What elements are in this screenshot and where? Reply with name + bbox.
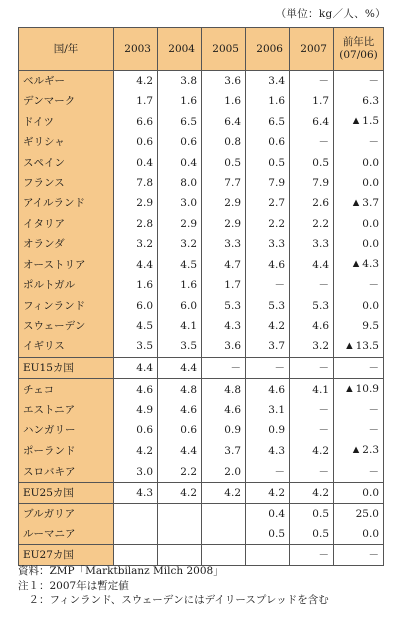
value-cell: 1.6 [158,91,202,111]
value-cell: 4.7 [202,254,246,275]
value-cell: － [290,275,334,295]
country-cell: イタリア [19,214,114,234]
change-cell [334,254,384,275]
value-cell: 4.8 [202,379,246,401]
change-cell [334,234,384,254]
change-cell [334,400,384,420]
country-cell: アイルランド [19,193,114,214]
change-cell [334,461,384,482]
value-cell: 4.6 [158,400,202,420]
table-row [19,173,384,193]
change-value: － [368,136,379,149]
country-cell: EU25カ国 [19,482,114,503]
change-cell [334,193,384,214]
value-cell: 2.0 [202,461,246,482]
table-row [19,234,384,254]
change-value: － [368,75,379,88]
change-cell [334,336,384,358]
value-cell: 4.4 [158,440,202,461]
consumption-table [18,27,384,566]
table-row [19,545,384,566]
country-cell: ルーマニア [19,524,114,545]
value-cell: 0.5 [246,153,290,173]
value-cell: 4.4 [158,357,202,378]
country-cell: フィンランド [19,296,114,316]
value-cell: 0.4 [158,153,202,173]
country-cell: チェコ [19,379,114,401]
value-cell: 0.8 [202,132,246,152]
value-cell [158,545,202,566]
value-cell: 4.1 [290,379,334,401]
value-cell: 2.7 [246,193,290,214]
change-cell [334,524,384,545]
change-value: 2.3 [362,444,379,457]
value-cell: 1.7 [290,91,334,111]
value-cell: － [202,357,246,378]
value-cell: 1.6 [202,91,246,111]
value-cell: 4.6 [290,316,334,336]
change-cell [334,420,384,440]
change-value: － [368,279,379,292]
value-cell: 7.8 [114,173,158,193]
value-cell: 0.9 [246,420,290,440]
value-cell: 2.8 [114,214,158,234]
change-value: 0.0 [362,218,379,231]
header-change [334,28,384,71]
country-cell: ドイツ [19,111,114,132]
value-cell: 2.9 [158,214,202,234]
triangle-icon: ▲ [346,384,353,395]
table-row [19,379,384,401]
change-value: － [368,424,379,437]
value-cell: 8.0 [158,173,202,193]
value-cell [114,545,158,566]
table-row [19,524,384,545]
unit-note: （単位：kg／人、%） [275,8,386,20]
country-cell: オランダ [19,234,114,254]
value-cell: 3.0 [158,193,202,214]
value-cell: 3.2 [290,336,334,358]
value-cell: 0.5 [202,153,246,173]
triangle-icon: ▲ [352,259,360,270]
change-cell [334,173,384,193]
table-row [19,214,384,234]
value-cell: 6.5 [158,111,202,132]
value-cell: 3.5 [158,336,202,358]
value-cell: － [290,461,334,482]
value-cell: 2.9 [202,193,246,214]
note-2: ２：フィンランド、スウェーデンにはデイリースプレッドを含む [18,594,329,606]
table-row [19,71,384,92]
table-row [19,503,384,524]
value-cell: － [290,71,334,92]
change-value: 0.0 [362,176,379,189]
value-cell: 4.3 [246,440,290,461]
table-row [19,316,384,336]
value-cell: 4.5 [114,316,158,336]
change-value: 0.0 [362,238,379,251]
country-cell: イギリス [19,336,114,358]
value-cell: 4.6 [246,379,290,401]
change-cell [334,111,384,132]
value-cell: － [290,420,334,440]
table-row [19,275,384,295]
value-cell: － [246,275,290,295]
value-cell: 3.6 [202,336,246,358]
value-cell: 3.6 [202,71,246,92]
change-value: 13.5 [355,339,379,352]
value-cell: － [290,132,334,152]
value-cell: 4.2 [114,71,158,92]
value-cell: 4.2 [202,482,246,503]
value-cell [114,503,158,524]
value-cell: 7.9 [246,173,290,193]
change-value: 10.9 [355,383,379,396]
value-cell: 0.5 [246,524,290,545]
table-row [19,296,384,316]
value-cell: 4.4 [290,254,334,275]
value-cell: 4.3 [202,316,246,336]
change-cell [334,379,384,401]
value-cell: 4.4 [114,357,158,378]
value-cell: 6.0 [158,296,202,316]
value-cell: 4.2 [246,316,290,336]
table-row [19,461,384,482]
country-cell: ポルトガル [19,275,114,295]
triangle-icon: ▲ [346,340,353,351]
value-cell [202,503,246,524]
value-cell: 1.7 [114,91,158,111]
value-cell: 0.6 [114,420,158,440]
value-cell: 3.2 [158,234,202,254]
value-cell: 4.8 [158,379,202,401]
value-cell: 3.0 [114,461,158,482]
country-cell: エストニア [19,400,114,420]
note-source: 資料：ZMP「Marktbilanz Milch 2008」 [18,565,224,577]
change-value: 6.3 [362,95,379,108]
change-cell [334,545,384,566]
table-row [19,153,384,173]
header-year: 2003 [114,28,158,71]
value-cell: 1.6 [246,91,290,111]
value-cell: 0.5 [290,503,334,524]
change-cell [334,482,384,503]
change-cell [334,132,384,152]
value-cell: 3.7 [202,440,246,461]
change-value: 0.0 [362,299,379,312]
value-cell [202,524,246,545]
table-row [19,193,384,214]
value-cell: 3.7 [246,336,290,358]
country-cell: スペイン [19,153,114,173]
value-cell: 4.6 [202,400,246,420]
value-cell: 3.3 [202,234,246,254]
value-cell: 3.2 [114,234,158,254]
table-row [19,132,384,152]
change-cell [334,357,384,378]
value-cell: 4.2 [246,482,290,503]
change-value: 25.0 [355,507,379,520]
change-cell [334,214,384,234]
change-cell [334,91,384,111]
value-cell: 6.0 [114,296,158,316]
country-cell: EU15カ国 [19,357,114,378]
change-cell [334,503,384,524]
value-cell: 1.6 [114,275,158,295]
value-cell: 0.5 [290,153,334,173]
table-row [19,111,384,132]
change-value: － [368,404,379,417]
value-cell: 2.2 [290,214,334,234]
value-cell: 4.1 [158,316,202,336]
value-cell: 3.3 [246,234,290,254]
header-country: 国/年 [19,28,114,71]
country-cell: スウェーデン [19,316,114,336]
value-cell: 4.2 [290,440,334,461]
table-row [19,420,384,440]
change-value: 3.7 [362,196,379,209]
value-cell: 0.4 [114,153,158,173]
value-cell: 4.6 [114,379,158,401]
value-cell: 4.2 [158,482,202,503]
country-cell: スロバキア [19,461,114,482]
country-cell: ハンガリー [19,420,114,440]
value-cell: 3.4 [246,71,290,92]
change-cell [334,153,384,173]
value-cell: 3.3 [290,234,334,254]
value-cell: 4.2 [290,482,334,503]
value-cell: 5.3 [202,296,246,316]
value-cell: 2.6 [290,193,334,214]
country-cell: ブルガリア [19,503,114,524]
table-row [19,357,384,378]
value-cell: 4.3 [114,482,158,503]
value-cell: 0.9 [202,420,246,440]
value-cell: 0.6 [158,132,202,152]
value-cell: 0.4 [246,503,290,524]
value-cell [246,545,290,566]
value-cell: － [290,357,334,378]
header-year: 2007 [290,28,334,71]
header-year: 2006 [246,28,290,71]
table-row [19,440,384,461]
value-cell [158,524,202,545]
triangle-icon: ▲ [352,116,360,127]
value-cell: 6.4 [202,111,246,132]
value-cell: 6.6 [114,111,158,132]
value-cell: 4.9 [114,400,158,420]
value-cell: 2.2 [246,214,290,234]
value-cell: 7.9 [290,173,334,193]
value-cell: － [246,461,290,482]
change-value: － [368,465,379,478]
change-value: － [368,549,379,562]
value-cell: 3.8 [158,71,202,92]
value-cell: 0.5 [290,524,334,545]
table-row [19,482,384,503]
triangle-icon: ▲ [352,197,360,208]
change-value: 0.0 [362,486,379,499]
change-cell [334,440,384,461]
value-cell [114,524,158,545]
value-cell: 3.1 [246,400,290,420]
change-value: 9.5 [362,319,379,332]
table-row [19,254,384,275]
country-cell: オーストリア [19,254,114,275]
value-cell: 2.9 [202,214,246,234]
value-cell: 5.3 [246,296,290,316]
table-row [19,336,384,358]
value-cell: 0.6 [114,132,158,152]
value-cell: 6.4 [290,111,334,132]
header-change-line1: 前年比 [342,36,375,48]
change-cell [334,71,384,92]
header-row [19,28,384,71]
change-value: 0.0 [362,156,379,169]
value-cell: 4.5 [158,254,202,275]
value-cell: 4.6 [246,254,290,275]
country-cell: ベルギー [19,71,114,92]
header-year: 2005 [202,28,246,71]
value-cell [202,545,246,566]
change-cell [334,275,384,295]
footnotes [18,564,329,608]
country-cell: EU27カ国 [19,545,114,566]
value-cell: 4.2 [114,440,158,461]
country-cell: ポーランド [19,440,114,461]
change-cell [334,316,384,336]
value-cell [158,503,202,524]
value-cell: 4.4 [114,254,158,275]
value-cell: － [290,545,334,566]
change-value: 0.0 [362,528,379,541]
value-cell: 1.6 [158,275,202,295]
triangle-icon: ▲ [352,445,360,456]
country-cell: ギリシャ [19,132,114,152]
change-cell [334,296,384,316]
note-1: 注１：2007年は暫定値 [18,579,129,592]
value-cell: 2.2 [158,461,202,482]
value-cell: 3.5 [114,336,158,358]
value-cell: － [290,400,334,420]
value-cell: 6.5 [246,111,290,132]
table-row [19,400,384,420]
value-cell: 0.6 [158,420,202,440]
change-value: 4.3 [362,258,379,271]
value-cell: 0.6 [246,132,290,152]
country-cell: フランス [19,173,114,193]
value-cell: 2.9 [114,193,158,214]
table-row [19,91,384,111]
change-value: 1.5 [362,115,379,128]
value-cell: 5.3 [290,296,334,316]
value-cell: 1.7 [202,275,246,295]
header-change-line2: (07/06) [339,49,378,61]
country-cell: デンマーク [19,91,114,111]
header-year: 2004 [158,28,202,71]
value-cell: 7.7 [202,173,246,193]
change-value: － [368,361,379,374]
value-cell: － [246,357,290,378]
